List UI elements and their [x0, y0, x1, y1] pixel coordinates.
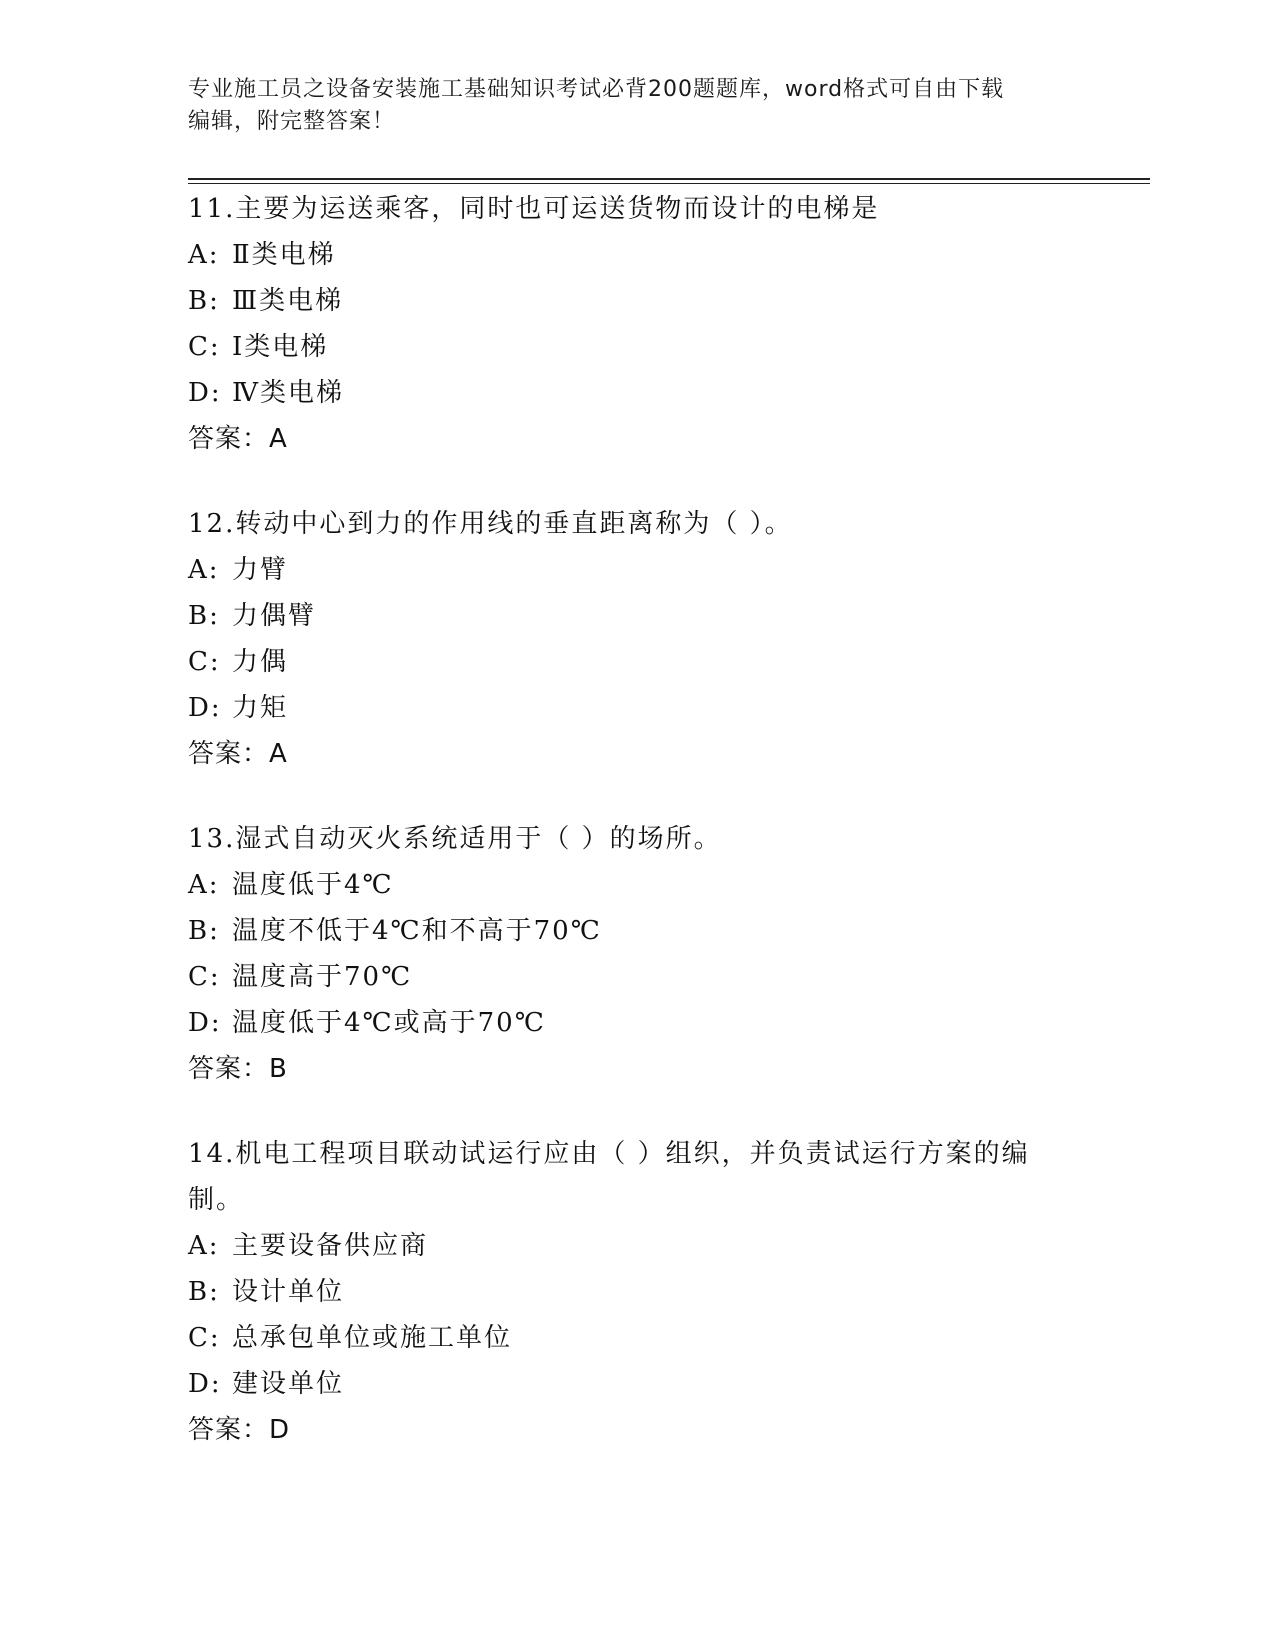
- answer-line: 答案：D: [188, 1415, 291, 1445]
- document-header: [188, 74, 1088, 138]
- option-c: [188, 639, 1068, 685]
- header-line-2: 编辑，附完整答案！: [188, 109, 396, 134]
- option-text: 力矩: [232, 693, 289, 723]
- option-letter: A:: [188, 240, 220, 270]
- option-text: 温度高于70℃: [232, 962, 413, 992]
- option-text: 设计单位: [232, 1277, 345, 1307]
- option-letter: C:: [188, 647, 221, 677]
- answer-line: 答案：A: [188, 424, 288, 454]
- option-text: 建设单位: [232, 1369, 345, 1399]
- option-text: 温度低于4℃: [232, 870, 394, 900]
- option-text: 主要设备供应商: [232, 1231, 429, 1261]
- option-b: [188, 908, 1068, 954]
- option-text: 总承包单位或施工单位: [232, 1323, 513, 1353]
- header-line-1: 专业施工员之设备安装施工基础知识考试必背200题题库，word格式可自由下载: [188, 77, 1005, 102]
- option-d: [188, 370, 1068, 416]
- option-text: Ⅰ类电梯: [232, 332, 329, 362]
- option-letter: A:: [188, 555, 220, 585]
- option-text: Ⅲ类电梯: [232, 286, 344, 316]
- question-title: 11.主要为运送乘客，同时也可运送货物而设计的电梯是: [188, 194, 880, 224]
- option-a: [188, 862, 1068, 908]
- answer-line: 答案：A: [188, 739, 288, 769]
- option-text: 力偶臂: [232, 601, 317, 631]
- header-divider-thick: [188, 178, 1150, 180]
- header-divider-thin: [188, 183, 1150, 184]
- option-letter: C:: [188, 1323, 221, 1353]
- option-text: 温度低于4℃或高于70℃: [232, 1008, 546, 1038]
- option-letter: C:: [188, 962, 221, 992]
- option-a: [188, 1223, 1068, 1269]
- option-text: Ⅳ类电梯: [232, 378, 344, 408]
- option-c: [188, 954, 1068, 1000]
- option-c: [188, 324, 1068, 370]
- option-text: 力臂: [232, 555, 289, 585]
- question-title: 13.湿式自动灭火系统适用于（ ）的场所。: [188, 824, 722, 854]
- option-b: [188, 593, 1068, 639]
- option-a: [188, 232, 1068, 278]
- option-d: [188, 685, 1068, 731]
- option-letter: A:: [188, 1231, 220, 1261]
- option-b: [188, 1269, 1068, 1315]
- option-letter: B:: [188, 601, 220, 631]
- option-letter: D:: [188, 1008, 222, 1038]
- option-text: 温度不低于4℃和不高于70℃: [232, 916, 602, 946]
- question-title: 14.机电工程项目联动试运行应由（ ）组织，并负责试运行方案的编制。: [188, 1139, 1030, 1215]
- option-letter: B:: [188, 1277, 220, 1307]
- option-letter: A:: [188, 870, 220, 900]
- option-letter: D:: [188, 1369, 222, 1399]
- option-letter: B:: [188, 286, 220, 316]
- question-12: [188, 501, 1068, 777]
- option-a: [188, 547, 1068, 593]
- question-13: [188, 816, 1068, 1092]
- option-d: [188, 1361, 1068, 1407]
- option-c: [188, 1315, 1068, 1361]
- option-letter: D:: [188, 693, 222, 723]
- question-14: [188, 1131, 1068, 1453]
- question-11: [188, 186, 1068, 462]
- option-text: 力偶: [232, 647, 289, 677]
- option-letter: D:: [188, 378, 222, 408]
- option-d: [188, 1000, 1068, 1046]
- question-title: 12.转动中心到力的作用线的垂直距离称为（ ）。: [188, 509, 793, 539]
- option-letter: B:: [188, 916, 220, 946]
- option-b: [188, 278, 1068, 324]
- option-letter: C:: [188, 332, 221, 362]
- answer-line: 答案：B: [188, 1054, 288, 1084]
- option-text: Ⅱ类电梯: [232, 240, 336, 270]
